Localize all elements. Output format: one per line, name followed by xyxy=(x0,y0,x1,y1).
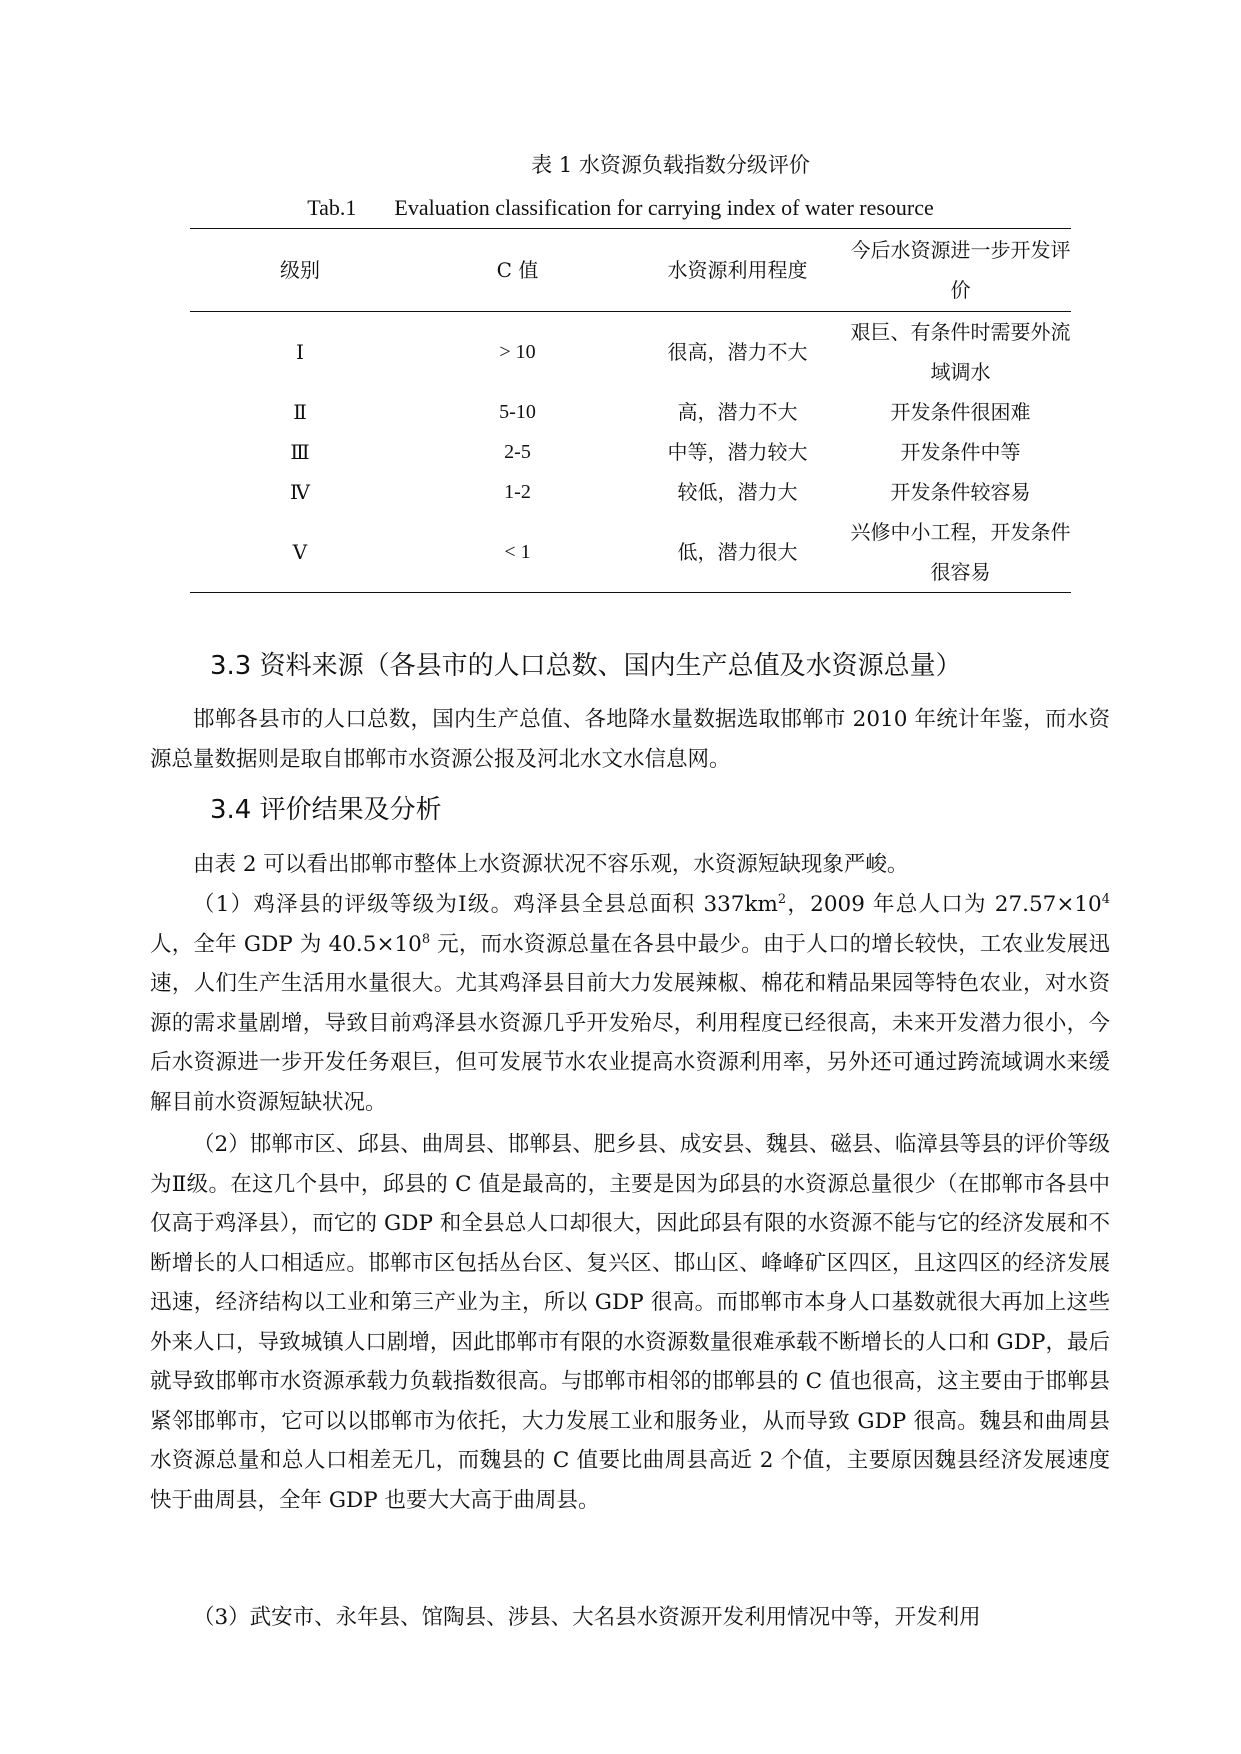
table-cell: Ⅴ xyxy=(292,540,308,564)
section-heading-3-4: 3.4 评价结果及分析 xyxy=(210,795,442,825)
table-cell: Ⅱ xyxy=(293,400,307,424)
paragraph-item-2: （2）邯郸市区、邱县、曲周县、邯郸县、肥乡县、成安县、魏县、磁县、临漳县等县的评价等级为Ⅱ级。在这几个县中，邱县的 C 值是最高的，主要是因为邱县的水资源总量很少（在邯郸市各县中仅高于鸡泽县），而它的 GDP 和全县总人口却很大，因此邱县有限的水资源不能与它的经济发展和不断增长的人口相适应。邯郸市区包括丛台区、复兴区、邯山区、峰峰矿区四区，且这四区的经济发展迅速，经济结构以工业和第三产业为主，所以 GDP 很高。而邯郸市本身人口基数就很大再加上这些外来人口，导致城镇人口剧增，因此邯郸市有限的水资源数量很难承载不断增长的人口和 GDP，最后就导致邯郸市水资源承载力负载指数很高。与邯郸市相邻的邯郸县的 C 值也很高，这主要由于邯郸县紧邻邯郸市，它可以以邯郸市为依托，大力发展工业和服务业，从而导致 GDP 很高。魏县和曲周县水资源总量和总人口相差无几，而魏县的 C 值要比曲周县高近 2 个值，主要原因魏县经济发展速度快于曲周县，全年 GDP 也要大大高于曲周县。 xyxy=(150,1132,1110,1513)
table-cell: 5-10 xyxy=(499,401,536,423)
paragraph-intro: 由表 2 可以看出邯郸市整体上水资源状况不容乐观，水资源短缺现象严峻。 xyxy=(193,852,909,877)
table-row xyxy=(190,472,1071,512)
classification-table xyxy=(190,228,1071,593)
table-row xyxy=(190,432,1071,472)
table-row xyxy=(190,392,1071,432)
paragraph-data-source: 邯郸各县市的人口总数，国内生产总值、各地降水量数据选取邯郸市 2010 年统计年鉴，而水资源总量数据则是取自邯郸市水资源公报及河北水文水信息网。 xyxy=(150,707,1110,772)
paragraph-text: ，2009 年总人口为 27.57×10 xyxy=(786,892,1102,917)
table-cell: > 10 xyxy=(499,341,536,363)
table-caption-en-text: Evaluation classification for carrying index of water resource xyxy=(394,195,934,220)
table-cell: 高，潜力不大 xyxy=(677,400,798,424)
paragraph-text: （1）鸡泽县的评级等级为Ⅰ级。鸡泽县全县总面积 337km xyxy=(193,892,778,917)
table-row xyxy=(190,512,1071,593)
table-caption-cn: 表 1 水资源负载指数分级评价 xyxy=(531,153,810,177)
table-cell: Ⅲ xyxy=(290,440,310,464)
table-cell: 中等，潜力较大 xyxy=(667,440,808,464)
table-row xyxy=(190,312,1071,393)
paragraph-item-3: （3）武安市、永年县、馆陶县、涉县、大名县水资源开发利用情况中等，开发利用 xyxy=(193,1605,981,1630)
table-caption-en xyxy=(0,193,1241,223)
table-cell: 较低，潜力大 xyxy=(677,480,798,504)
table-cell: Ⅰ xyxy=(296,340,304,364)
table-cell: 1-2 xyxy=(504,481,531,503)
table-header-row xyxy=(190,229,1071,312)
table-cell: 艰巨、有条件时需要外流域调水 xyxy=(850,320,1071,384)
table-cell: 2-5 xyxy=(504,441,531,463)
table-cell: Ⅳ xyxy=(290,480,310,504)
paragraph-text: 人，全年 GDP 为 40.5×10 xyxy=(150,931,422,957)
table-cell: < 1 xyxy=(504,541,531,563)
superscript: 8 xyxy=(421,931,431,947)
table-cell: 开发条件较容易 xyxy=(890,480,1031,504)
superscript: 2 xyxy=(777,891,787,907)
section-heading-3-3: 3.3 资料来源（各县市的人口总数、国内生产总值及水资源总量） xyxy=(210,651,962,681)
header-grade: 级别 xyxy=(190,229,410,312)
header-c-value: C 值 xyxy=(410,229,625,312)
table-cell: 开发条件很困难 xyxy=(890,400,1031,424)
header-utilization: 水资源利用程度 xyxy=(625,229,850,312)
paragraph-item-1 xyxy=(150,885,1110,1122)
table-cell: 兴修中小工程，开发条件很容易 xyxy=(850,520,1071,584)
table-cell: 很高，潜力不大 xyxy=(667,340,808,364)
table-caption-en-number: Tab.1 xyxy=(307,195,357,220)
header-evaluation: 今后水资源进一步开发评价 xyxy=(850,229,1071,312)
table-cell: 开发条件中等 xyxy=(900,440,1021,464)
table-cell: 低，潜力很大 xyxy=(677,540,798,564)
paragraph-text: 元，而水资源总量在各县中最少。由于人口的增长较快，工农业发展迅速，人们生产生活用水量很大。尤其鸡泽县目前大力发展辣椒、棉花和精品果园等特色农业，对水资源的需求量剧增，导致目前鸡泽县水资源几乎开发殆尽，利用程度已经很高，未来开发潜力很小，今后水资源进一步开发任务艰巨，但可发展节水农业提高水资源利用率，另外还可通过跨流域调水来缓解目前水资源短缺状况。 xyxy=(150,931,1110,1115)
superscript: 4 xyxy=(1101,891,1111,907)
